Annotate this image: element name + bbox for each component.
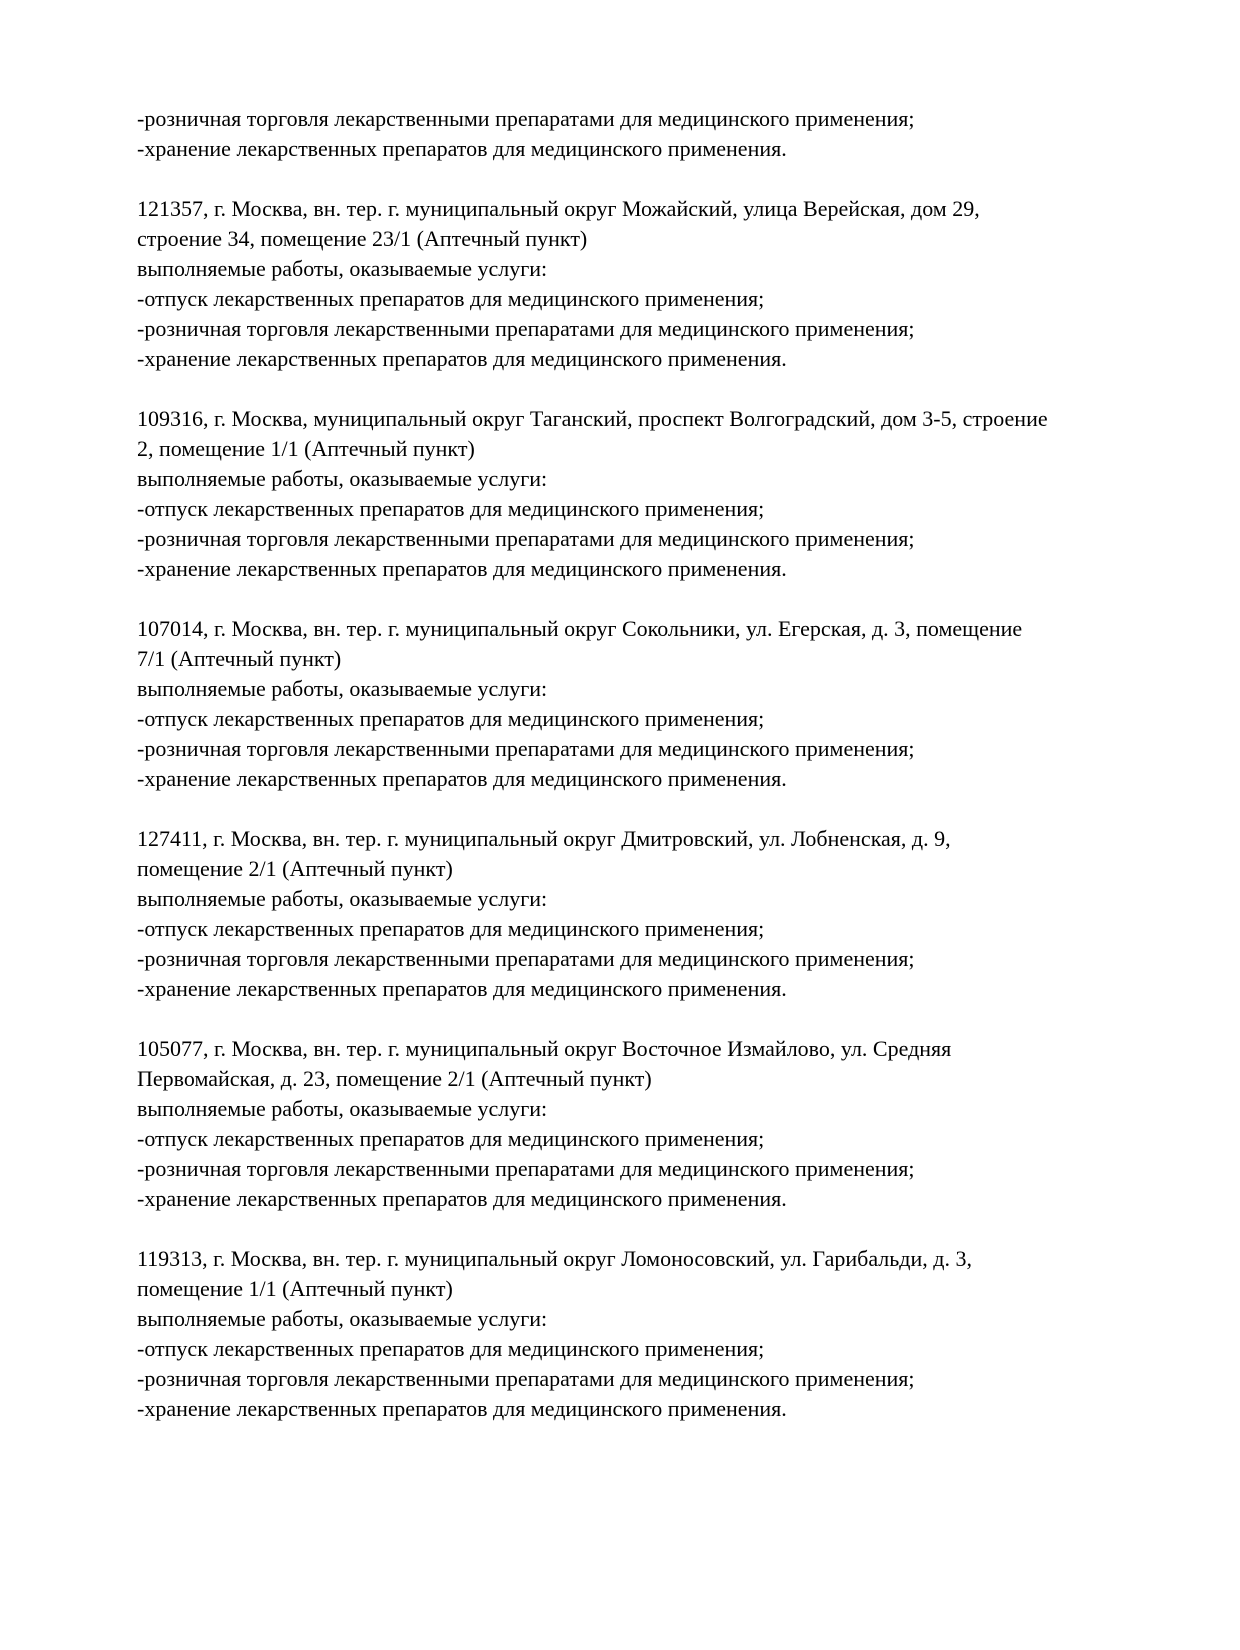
services-header: выполняемые работы, оказываемые услуги:	[137, 886, 548, 911]
entry-block-127411	[137, 824, 1180, 1004]
address-line: 127411, г. Москва, вн. тер. г. муниципальный округ Дмитровский, ул. Лобненская, д. 9,	[137, 826, 951, 851]
entry-block-105077	[137, 1034, 1180, 1214]
service-item: -отпуск лекарственных препаратов для медицинского применения;	[137, 286, 765, 311]
address-line: 109316, г. Москва, муниципальный округ Таганский, проспект Волгоградский, дом 3-5, строение	[137, 406, 1048, 431]
service-item: -отпуск лекарственных препаратов для медицинского применения;	[137, 706, 765, 731]
address-line: 107014, г. Москва, вн. тер. г. муниципальный округ Сокольники, ул. Егерская, д. 3, помещение	[137, 616, 1023, 641]
address-line: Первомайская, д. 23, помещение 2/1 (Аптечный пункт)	[137, 1066, 652, 1091]
services-header: выполняемые работы, оказываемые услуги:	[137, 466, 548, 491]
service-item: -розничная торговля лекарственными препаратами для медицинского применения;	[137, 1156, 915, 1181]
services-header: выполняемые работы, оказываемые услуги:	[137, 1306, 548, 1331]
service-item: -хранение лекарственных препаратов для медицинского применения.	[137, 766, 787, 791]
service-item: -хранение лекарственных препаратов для медицинского применения.	[137, 346, 787, 371]
service-item: -хранение лекарственных препаратов для медицинского применения.	[137, 1186, 787, 1211]
service-item: -отпуск лекарственных препаратов для медицинского применения;	[137, 496, 765, 521]
entry-block-121357	[137, 194, 1180, 374]
service-item: -хранение лекарственных препаратов для медицинского применения.	[137, 136, 787, 161]
service-item: -розничная торговля лекарственными препаратами для медицинского применения;	[137, 316, 915, 341]
entry-block-119313	[137, 1244, 1180, 1424]
service-item: -хранение лекарственных препаратов для медицинского применения.	[137, 556, 787, 581]
service-item: -хранение лекарственных препаратов для медицинского применения.	[137, 1396, 787, 1421]
service-item: -розничная торговля лекарственными препаратами для медицинского применения;	[137, 946, 915, 971]
service-item: -розничная торговля лекарственными препаратами для медицинского применения;	[137, 736, 915, 761]
service-item: -розничная торговля лекарственными препаратами для медицинского применения;	[137, 526, 915, 551]
services-header: выполняемые работы, оказываемые услуги:	[137, 676, 548, 701]
address-line: 119313, г. Москва, вн. тер. г. муниципальный округ Ломоносовский, ул. Гарибальди, д. 3,	[137, 1246, 972, 1271]
address-line: 7/1 (Аптечный пункт)	[137, 646, 342, 671]
address-line: помещение 1/1 (Аптечный пункт)	[137, 1276, 453, 1301]
address-line: 105077, г. Москва, вн. тер. г. муниципальный округ Восточное Измайлово, ул. Средняя	[137, 1036, 952, 1061]
service-item: -розничная торговля лекарственными препаратами для медицинского применения;	[137, 106, 915, 131]
services-header: выполняемые работы, оказываемые услуги:	[137, 1096, 548, 1121]
service-item: -отпуск лекарственных препаратов для медицинского применения;	[137, 916, 765, 941]
address-line: 121357, г. Москва, вн. тер. г. муниципальный округ Можайский, улица Верейская, дом 29,	[137, 196, 980, 221]
entry-continuation	[137, 104, 1180, 164]
address-line: строение 34, помещение 23/1 (Аптечный пункт)	[137, 226, 588, 251]
services-header: выполняемые работы, оказываемые услуги:	[137, 256, 548, 281]
entry-block-107014	[137, 614, 1180, 794]
address-line: помещение 2/1 (Аптечный пункт)	[137, 856, 453, 881]
service-item: -хранение лекарственных препаратов для медицинского применения.	[137, 976, 787, 1001]
address-line: 2, помещение 1/1 (Аптечный пункт)	[137, 436, 475, 461]
service-item: -отпуск лекарственных препаратов для медицинского применения;	[137, 1336, 765, 1361]
entry-block-109316	[137, 404, 1180, 584]
service-item: -розничная торговля лекарственными препаратами для медицинского применения;	[137, 1366, 915, 1391]
service-item: -отпуск лекарственных препаратов для медицинского применения;	[137, 1126, 765, 1151]
